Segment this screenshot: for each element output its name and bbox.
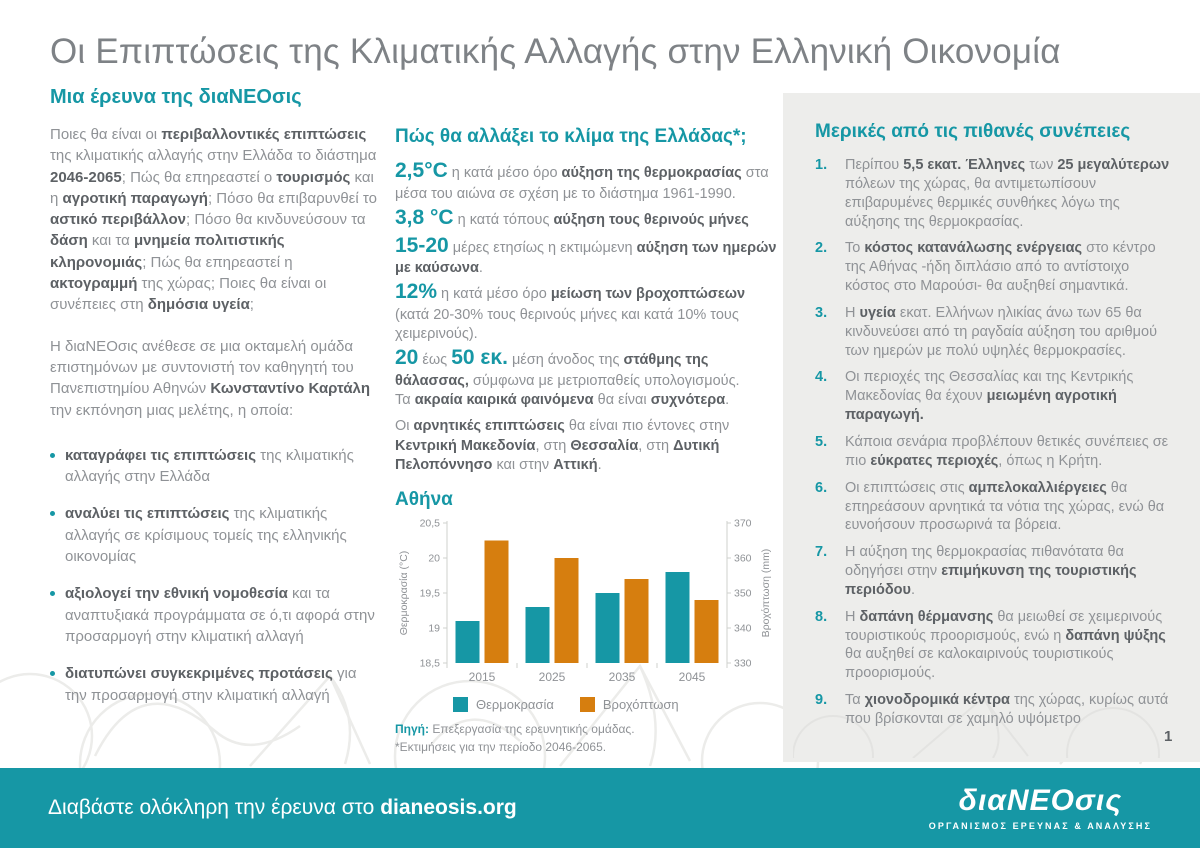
source-note: Πηγή: Επεξεργασία της ερευνητικής ομάδας. [395, 722, 635, 737]
svg-text:19,5: 19,5 [419, 587, 440, 600]
list-item [815, 691, 1172, 729]
page-number: 1 [1164, 728, 1173, 745]
item-number: 2. [815, 240, 828, 257]
svg-text:Βροχόπτωση (mm): Βροχόπτωση (mm) [760, 548, 772, 638]
intro-column [50, 124, 382, 722]
bullet-text: αναλύει τις επιπτώσεις της κλιματικής αλλαγής σε κρίσιμους τομείς της ελληνικής οικονομίας [65, 505, 347, 566]
list-item [815, 156, 1172, 231]
climate-column [395, 124, 781, 756]
item-number: 6. [815, 479, 828, 496]
athens-climate-chart [395, 517, 781, 687]
study-paragraph: Η διαΝΕΟσις ανέθεσε σε μια οκταμελή ομάδα επιστημόνων με συντονιστή τον καθηγητή του Πανεπιστημίου Αθηνών Κωνσταντίνο Καρτάλη την εκπόνηση μιας μελέτης, η οποία: [50, 337, 371, 419]
list-item [815, 543, 1172, 600]
item-text: Κάποια σενάρια προβλέπουν θετικές συνέπειες σε πιο εύκρατες περιοχές, όπως η Κρήτη. [845, 433, 1169, 469]
item-number: 7. [815, 544, 828, 561]
item-text: Τα χιονοδρομικά κέντρα της χώρας, κυρίως αυτά που βρίσκονται σε χαμηλό υψόμετρο [845, 692, 1169, 727]
regions-paragraph: Οι αρνητικές επιπτώσεις θα είναι πιο έντονες στην Κεντρική Μακεδονία, στη Θεσσαλία, στη Δυτική Πελοπόννησο και στην Αττική. [395, 418, 730, 473]
svg-text:Θερμοκρασία (°C): Θερμοκρασία (°C) [398, 550, 410, 636]
stat-extreme-weather: Τα ακραία καιρικά φαινόμενα θα είναι συχνότερα. [395, 392, 730, 409]
footer-cta-text: Διαβάστε ολόκληρη την έρευνα στο [48, 796, 381, 819]
list-item [815, 433, 1172, 471]
item-text: Η αύξηση της θερμοκρασίας πιθανότατα θα οδηγήσει στην επιμήκυνση της τουριστικής περιόδου. [845, 544, 1137, 598]
stat-summer-rise: 3,8 °C η κατά τόπους αύξηση τους θερινούς μήνες [395, 205, 749, 229]
list-item [815, 608, 1172, 683]
chart-legend [453, 696, 781, 713]
item-number: 3. [815, 304, 828, 321]
item-number: 9. [815, 692, 828, 709]
legend-item-rainfall [580, 696, 679, 713]
list-item [50, 445, 382, 488]
svg-text:2045: 2045 [678, 669, 706, 684]
stat-heatwave-days: 15-20 μέρες ετησίως η εκτιμώμενη αύξηση των ημερών με καύσωνα. [395, 233, 777, 277]
study-scope-list [50, 445, 382, 706]
bullet-icon [50, 671, 55, 676]
rainfall-swatch-icon [580, 697, 595, 712]
item-text: Η υγεία εκατ. Ελλήνων ηλικίας άνω των 65 θα κινδυνεύσει από τη ραγδαία αύξηση του αριθμού των ημερών με πολύ υψηλές θερμοκρασίες. [845, 304, 1158, 359]
stat-temperature-rise: 2,5°C η κατά μέσο όρο αύξηση της θερμοκρασίας στα μέσα του αιώνα σε σχέση με το διάστημα 1961-1990. [395, 159, 769, 202]
item-text: Οι περιοχές της Θεσσαλίας και της Κεντρικής Μακεδονίας θα έχουν μειωμένη αγροτική παραγωγή. [845, 369, 1134, 424]
list-item [50, 663, 382, 706]
item-text: Περίπου 5,5 εκατ. Έλληνες των 25 μεγαλύτερων πόλεων της χώρας, θα αντιμετωπίσουν επιβαρυμένες θερμικές συνθήκες λόγω της αύξησης της θερμοκρασίας. [845, 157, 1170, 230]
svg-text:2015: 2015 [468, 669, 496, 684]
footnote: *Εκτιμήσεις για την περίοδο 2046-2065. [395, 739, 607, 754]
footer-bar [0, 768, 1200, 848]
bullet-icon [50, 591, 55, 596]
item-text: Οι επιπτώσεις στις αμπελοκαλλιέργειες θα επηρεάσουν αρνητικά τα νότια της χώρας, ενώ θα ευνοήσουν προσωρινά τα βόρεια. [845, 479, 1165, 534]
svg-text:2025: 2025 [538, 669, 566, 684]
svg-text:20,5: 20,5 [419, 517, 440, 530]
footer-link[interactable]: dianeosis.org [380, 796, 517, 819]
page-title: Οι Επιπτώσεις της Κλιματικής Αλλαγής στην Ελληνική Οικονομία [50, 32, 1061, 71]
svg-text:19: 19 [428, 622, 440, 635]
consequences-panel [783, 93, 1200, 762]
consequences-heading: Μερικές από τις πιθανές συνέπειες [815, 121, 1131, 142]
svg-text:330: 330 [734, 657, 752, 670]
item-number: 8. [815, 608, 828, 625]
svg-text:340: 340 [734, 622, 752, 635]
chart-title: Αθήνα [395, 488, 453, 510]
logo-wordmark: διαΝΕΟσις [958, 783, 1123, 817]
svg-text:18,5: 18,5 [419, 657, 440, 670]
legend-item-temperature [453, 696, 554, 713]
climate-heading: Πώς θα αλλάξει το κλίμα της Ελλάδας*; [395, 126, 747, 147]
bullet-text: αξιολογεί την εθνική νομοθεσία και τα αναπτυξιακά προγράμματα σε ό,τι αφορά στην προσαρμογή στην κλιματική αλλαγή [65, 585, 375, 645]
item-text: Το κόστος κατανάλωσης ενέργειας στο κέντρο της Αθήνας -ήδη διπλάσιο από το αντίστοιχο κόστος στο Μαρούσι- θα αυξηθεί σημαντικά. [845, 240, 1156, 295]
list-item [815, 479, 1172, 536]
temperature-swatch-icon [453, 697, 468, 712]
stat-sea-level: 20 έως 50 εκ. μέση άνοδος της στάθμης της θάλασσας, σύμφωνα με μετριοπαθείς υπολογισμούς. [395, 346, 740, 390]
list-item [815, 304, 1172, 361]
bullet-text: καταγράφει τις επιπτώσεις της κλιματικής αλλαγής στην Ελλάδα [65, 446, 354, 486]
list-item [50, 583, 382, 647]
footer-cta [48, 796, 517, 820]
item-number: 5. [815, 433, 828, 450]
dianeosis-logo [928, 783, 1152, 831]
list-item [50, 503, 382, 567]
bullet-text: διατυπώνει συγκεκριμένες προτάσεις για την προσαρμογή στην κλιματική αλλαγή [65, 665, 357, 704]
svg-text:360: 360 [734, 552, 752, 565]
intro-paragraph: Ποιες θα είναι οι περιβαλλοντικές επιπτώσεις της κλιματικής αλλαγής στην Ελλάδα το διάστημα 2046-2065; Πώς θα επηρεαστεί ο τουρισμός και η αγροτική παραγωγή; Πόσο θα επιβαρυνθεί το αστικό περιβάλλον; Πόσο θα κινδυνεύσουν τα δάση και τα μνημεία πολιτιστικής κληρονομιάς; Πώς θα επηρεαστεί η ακτογραμμή της χώρας; Ποιες θα είναι οι συνέπειες στη δημόσια υγεία; [50, 126, 377, 314]
svg-text:20: 20 [428, 552, 440, 565]
page-subtitle: Μια έρευνα της διαΝΕΟσις [50, 86, 302, 108]
item-number: 4. [815, 369, 828, 386]
svg-text:350: 350 [734, 587, 752, 600]
list-item [815, 368, 1172, 425]
svg-text:2035: 2035 [608, 669, 636, 684]
legend-label: Βροχόπτωση [602, 697, 679, 712]
logo-tagline: ΟΡΓΑΝΙΣΜΟΣ ΕΡΕΥΝΑΣ & ΑΝΑΛΥΣΗΣ [928, 820, 1152, 831]
consequences-list [815, 156, 1172, 729]
bullet-icon [50, 511, 55, 516]
item-text: Η δαπάνη θέρμανσης θα μειωθεί σε χειμερινούς τουριστικούς προορισμούς, ενώ η δαπάνη ψύξης θα αυξηθεί σε καλοκαιρινούς τουριστικούς προορισμούς. [845, 608, 1166, 682]
svg-text:370: 370 [734, 517, 752, 530]
stat-rainfall-decrease: 12% η κατά μέσο όρο μείωση των βροχοπτώσεων (κατά 20-30% τους θερινούς μήνες και κατά 10% τους χειμερινούς). [395, 280, 746, 343]
list-item [815, 239, 1172, 296]
bullet-icon [50, 453, 55, 458]
item-number: 1. [815, 157, 828, 173]
legend-label: Θερμοκρασία [476, 697, 554, 712]
